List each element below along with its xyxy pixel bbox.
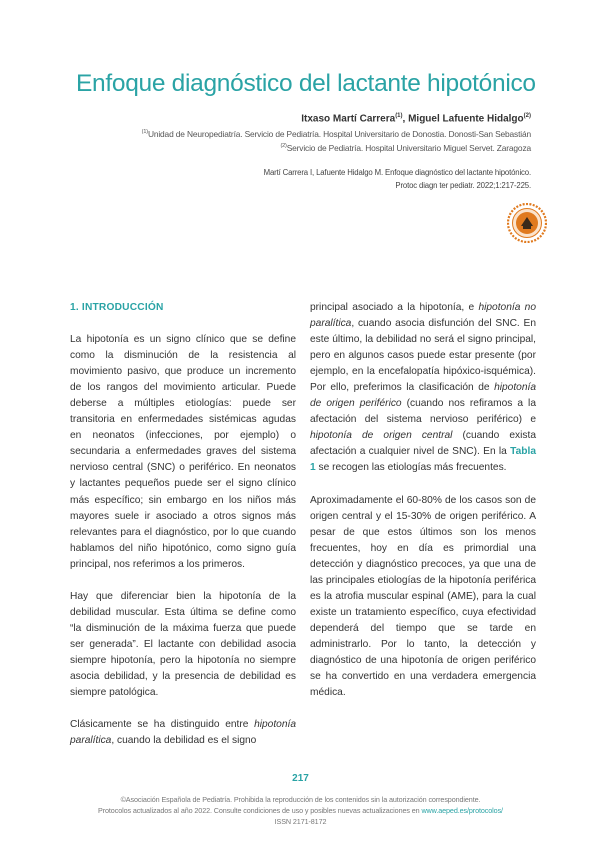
update-notice (0, 806, 601, 815)
author-name: Miguel Lafuente Hidalgo (408, 113, 524, 125)
affiliation-mark: (2) (280, 143, 287, 150)
text-run: se recogen las etiologías más frecuentes. (315, 462, 507, 474)
paragraph: Hay que diferenciar bien la hipotonía de la debilidad muscular. Esta última se define como “la disminución de la máxima fuerza que puede ser generada”. El lactante con debilidad asocia siempre hipotonía, pero la hipotonía no siempre asocia debilidad, y la presencia de debilidad es siempre patológica. (70, 590, 296, 699)
affiliation (142, 129, 531, 139)
left-column (70, 300, 296, 765)
citation-line-2: Protoc diagn ter pediatr. 2022;1:217-225. (395, 181, 531, 190)
issn: ISSN 2171-8172 (274, 817, 327, 826)
emphasis-term: hipotonía de origen central (310, 430, 453, 442)
emphasis-term: hipotonía no paralítica (310, 302, 536, 330)
paragraph (70, 717, 296, 749)
section-heading: 1. INTRODUCCIÓN (70, 302, 164, 313)
affiliation-mark: (1) (141, 129, 148, 136)
author-affiliation-mark: (2) (523, 113, 531, 119)
affiliation-text: Servicio de Pediatría. Hospital Universitario Miguel Servet. Zaragoza (286, 143, 531, 153)
copyright-notice: ©Asociación Española de Pediatría. Prohibida la reproducción de los contenidos sin la autorización correspondiente. (120, 795, 481, 804)
affiliation (280, 143, 531, 153)
text-run: Clásicamente se ha distinguido entre (70, 719, 255, 731)
author-affiliation-mark: (1) (395, 113, 403, 119)
author-name: Itxaso Martí Carrera (301, 113, 396, 125)
paragraph: Aproximadamente el 60-80% de los casos son de origen central y el 15-30% de origen periférico. A pesar de que estos últimos son los menos frecuentes, hoy en día es primordial una detección y diagnóstico precoces, ya que una de las principales etiologías de la hipotonía periférica es la atrofia muscular espinal (AME), para la cual existe un tratamiento específico, cuya efectividad dependerá del tiempo que se tarde en administrarlo. Por lo tanto, la detección y diagnóstico de una hipotonía de origen periférico se ha convertido en una verdadera emergencia médica. (310, 494, 536, 699)
paragraph: La hipotonía es un signo clínico que se define como la disminución de la resistencia al movimiento pasivo, que produce un incremento de los rangos del movimiento articular. Puede deberse a múltiples etiologías: puede ser transitoria en enfermedades sistémicas agudas en neonatos (infecciones, por ejemplo) o secundaria a enfermedades graves del sistema nervioso central (SNC) o periférico. En neonatos y lactantes pequeños puede ser el signo clínico más específico; sin embargo en los niños más mayores suele ir asociado a otros signos más relevantes para el diagnóstico, por lo que cuando hablamos del niño hipotónico, como signo guía principal, nos referimos a los primeros. (70, 334, 296, 570)
emphasis-term: hipotonía paralítica (70, 719, 296, 747)
right-column (310, 300, 536, 717)
author-line (301, 113, 531, 124)
article-title: Enfoque diagnóstico del lactante hipotónico (76, 70, 536, 97)
aep-seal-icon (507, 203, 547, 243)
author-separator: , (402, 113, 409, 125)
table-reference-link[interactable]: Tabla 1 (310, 446, 536, 474)
page-number: 217 (292, 773, 309, 784)
paragraph (310, 300, 536, 477)
affiliation-text: Unidad de Neuropediatría. Servicio de Pediatría. Hospital Universitario de Donostia. Donosti-San Sebastián (147, 129, 531, 139)
protocols-link[interactable]: www.aeped.es/protocolos/ (421, 806, 503, 815)
text-run: (cuando nos refiramos a la afectación del sistema nervioso periférico) e (310, 398, 536, 426)
citation-line-1: Martí Carrera I, Lafuente Hidalgo M. Enfoque diagnóstico del lactante hipotónico. (263, 168, 531, 177)
emphasis-term: hipotonía de origen periférico (310, 382, 536, 410)
text-run: (cuando exista afectación a cualquier nivel de SNC). En la (310, 430, 537, 458)
text-run: principal asociado a la hipotonía, e (310, 302, 479, 313)
text-run: , cuando la debilidad es el signo (111, 735, 257, 747)
text-run: , cuando asocia disfunción del SNC. En este último, la debilidad no será el signo principal, pero en algunos casos puede estar presente (por ejemplo, en la encefalopatía hipóxico-isquémica). Por ello, preferimos la clasificación de (310, 318, 536, 394)
update-notice-text: Protocolos actualizados al año 2022. Consulte condiciones de uso y posibles nuevas actualizaciones en (98, 806, 422, 815)
